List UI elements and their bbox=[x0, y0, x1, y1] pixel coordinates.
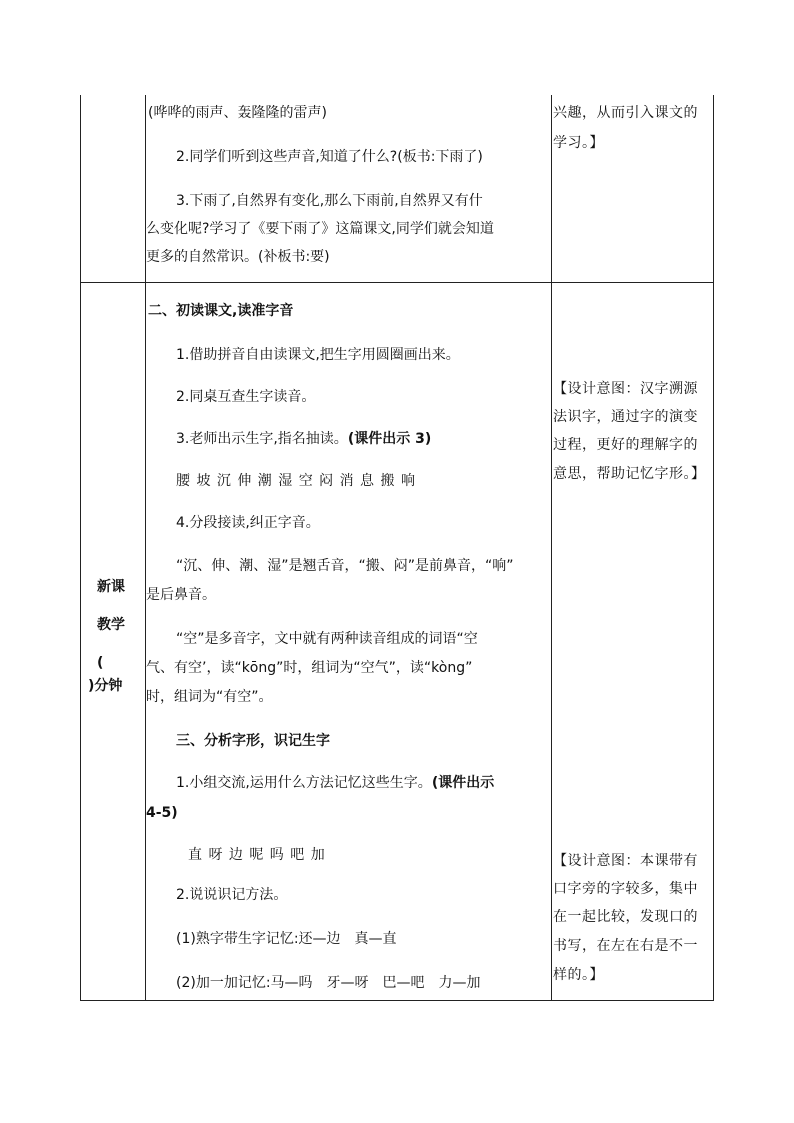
section-label-4: )分钟 bbox=[88, 678, 123, 694]
table-border-right bbox=[713, 95, 714, 1001]
new-characters-2: 直 呀 边 呢 吗 吧 加 bbox=[188, 847, 326, 863]
design-note-2-line-5: 样的。】 bbox=[553, 967, 604, 983]
pronunciation-note-1: “沉、伸、潮、湿”是翘舌音，“搬、闷”是前鼻音，“响” bbox=[176, 558, 514, 574]
table-border-bottom bbox=[80, 1000, 714, 1001]
row1-line-5: 更多的自然常识。(补板书:要) bbox=[146, 249, 330, 265]
sec3-item-1 bbox=[176, 774, 494, 792]
table-border-left bbox=[80, 95, 81, 1001]
design-note-1-line-2: 法识字，通过字的演变 bbox=[553, 409, 698, 425]
design-note-2-line-1: 【设计意图：本课带有 bbox=[553, 853, 698, 869]
row1-note-line-2: 学习。】 bbox=[553, 135, 604, 151]
sec2-item-4: 4.分段接读,纠正字音。 bbox=[176, 515, 320, 531]
section-label-1: 新课 bbox=[97, 579, 125, 595]
table-col-divider-2 bbox=[551, 95, 552, 1001]
sec2-item-3-courseware: (课件出示 3) bbox=[347, 431, 432, 447]
section-label-3: ( bbox=[97, 655, 104, 671]
design-note-2-line-4: 书写，在左在右是不一 bbox=[553, 938, 698, 954]
sec2-item-3-text: 3.老师出示生字,指名抽读。 bbox=[176, 431, 348, 447]
polyphone-note-3: 时，组词为“有空”。 bbox=[146, 689, 273, 705]
sec2-item-1: 1.借助拼音自由读课文,把生字用圆圈画出来。 bbox=[176, 347, 460, 363]
design-note-1-line-4: 意思，帮助记忆字形。】 bbox=[553, 466, 706, 482]
row1-line-1: (哗哗的雨声、轰隆隆的雷声) bbox=[148, 105, 327, 121]
sec3-item-1-courseware-cont: 4-5) bbox=[146, 805, 178, 821]
sec2-item-3 bbox=[176, 430, 431, 448]
sec3-item-4: (2)加一加记忆:马—吗 牙—呀 巴—吧 力—加 bbox=[176, 975, 481, 991]
row1-line-4: 么变化呢?学习了《要下雨了》这篇课文,同学们就会知道 bbox=[146, 221, 494, 237]
section3-title: 三、分析字形，识记生字 bbox=[176, 733, 330, 749]
sec3-item-3: (1)熟字带生字记忆:还—边 真—直 bbox=[176, 931, 397, 947]
section2-title: 二、初读课文,读准字音 bbox=[148, 303, 294, 319]
design-note-1-line-3: 过程，更好的理解字的 bbox=[553, 437, 698, 453]
table-row-divider bbox=[80, 282, 714, 283]
design-note-2-line-3: 在一起比较，发现口的 bbox=[553, 909, 698, 925]
design-note-1-line-1: 【设计意图：汉字溯源 bbox=[553, 381, 698, 397]
row1-line-2: 2.同学们听到这些声音,知道了什么?(板书:下雨了) bbox=[176, 149, 483, 165]
sec3-item-1-text: 1.小组交流,运用什么方法记忆这些生字。 bbox=[176, 775, 432, 791]
section-label-2: 教学 bbox=[97, 617, 125, 633]
polyphone-note-1: “空”是多音字，文中就有两种读音组成的词语“空 bbox=[176, 631, 478, 647]
polyphone-note-2: 气、有空’，读“kōng”时，组词为“空气”，读“kòng” bbox=[146, 660, 473, 676]
new-characters-1: 腰 坡 沉 伸 潮 湿 空 闷 消 息 搬 响 bbox=[176, 473, 416, 489]
row1-note-line-1: 兴趣，从而引入课文的 bbox=[553, 105, 698, 121]
sec2-item-2: 2.同桌互查生字读音。 bbox=[176, 389, 316, 405]
design-note-2-line-2: 口字旁的字较多，集中 bbox=[553, 881, 698, 897]
row1-line-3: 3.下雨了,自然界有变化,那么下雨前,自然界又有什 bbox=[176, 193, 483, 209]
sec3-item-2: 2.说说识记方法。 bbox=[176, 887, 288, 903]
pronunciation-note-2: 是后鼻音。 bbox=[146, 587, 216, 603]
sec3-item-1-courseware: (课件出示 bbox=[431, 775, 495, 791]
